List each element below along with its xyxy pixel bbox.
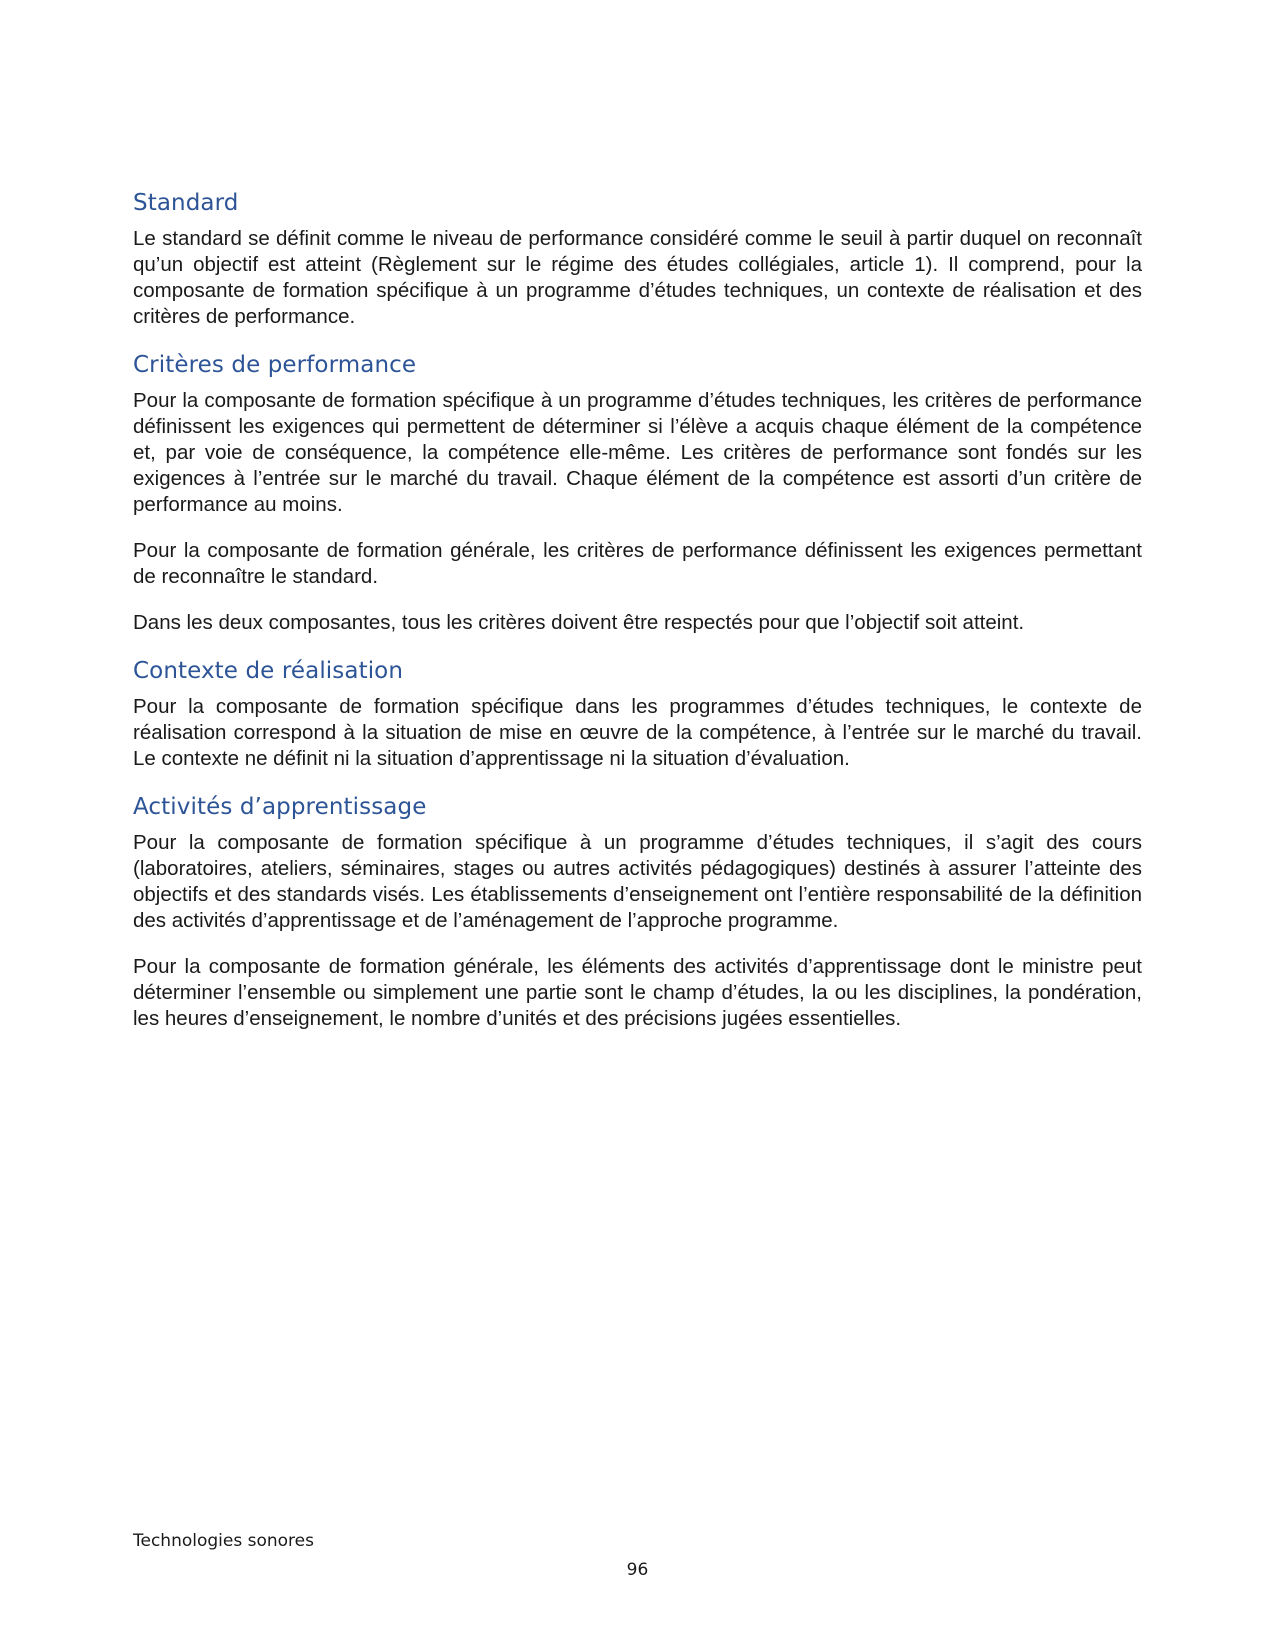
section-heading: Contexte de réalisation	[133, 658, 404, 684]
page-number: 96	[626, 1560, 649, 1580]
section-criteres-de-performance	[133, 350, 1142, 636]
section-contexte-de-realisation	[133, 656, 1142, 772]
section-standard	[133, 188, 1142, 330]
paragraph: Pour la composante de formation générale, les critères de performance définissent les exigences permettant de reconnaître le standard.	[133, 539, 1142, 588]
document-body	[133, 188, 1142, 1052]
section-heading: Activités d’apprentissage	[133, 794, 427, 820]
section-heading: Critères de performance	[133, 352, 417, 378]
paragraph: Pour la composante de formation spécifique dans les programmes d’études techniques, le contexte de réalisation correspond à la situation de mise en œuvre de la compétence, à l’entrée sur le marché du travail. Le contexte ne définit ni la situation d’apprentissage ni la situation d’évaluation.	[133, 695, 1142, 770]
section-activites-d-apprentissage	[133, 792, 1142, 1032]
paragraph: Pour la composante de formation spécifique à un programme d’études techniques, les critères de performance définissent les exigences qui permettent de déterminer si l’élève a acquis chaque élément de la compétence et, par voie de conséquence, la compétence elle-même. Les critères de performance sont fondés sur les exigences à l’entrée sur le marché du travail. Chaque élément de la compétence est assorti d’un critère de performance au moins.	[133, 389, 1142, 516]
paragraph: Le standard se définit comme le niveau de performance considéré comme le seuil à partir duquel on reconnaît qu’un objectif est atteint (Règlement sur le régime des études collégiales, article 1). Il comprend, pour la composante de formation spécifique à un programme d’études techniques, un contexte de réalisation et des critères de performance.	[133, 227, 1142, 328]
footer-program-title: Technologies sonores	[133, 1531, 314, 1551]
paragraph: Dans les deux composantes, tous les critères doivent être respectés pour que l’objectif soit atteint.	[133, 611, 1025, 634]
section-heading: Standard	[133, 190, 239, 216]
paragraph: Pour la composante de formation générale, les éléments des activités d’apprentissage dont le ministre peut déterminer l’ensemble ou simplement une partie sont le champ d’études, la ou les disciplines, la pondération, les heures d’enseignement, le nombre d’unités et des précisions jugées essentielles.	[133, 955, 1142, 1030]
paragraph: Pour la composante de formation spécifique à un programme d’études techniques, il s’agit des cours (laboratoires, ateliers, séminaires, stages ou autres activités pédagogiques) destinés à assurer l’atteinte des objectifs et des standards visés. Les établissements d’enseignement ont l’entière responsabilité de la définition des activités d’apprentissage et de l’aménagement de l’approche programme.	[133, 831, 1142, 932]
